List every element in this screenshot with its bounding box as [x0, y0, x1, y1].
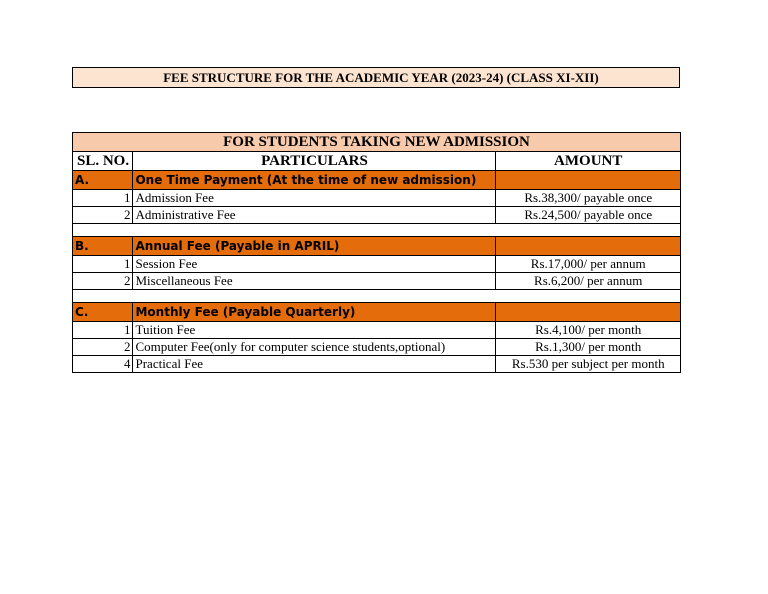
table-row [73, 339, 681, 356]
row-number: 2 [73, 339, 133, 356]
table-heading-row [73, 133, 681, 152]
table-row [73, 356, 681, 373]
row-particular: Computer Fee(only for computer science students,optional) [133, 339, 496, 356]
column-header-particulars: PARTICULARS [133, 152, 496, 171]
row-number: 4 [73, 356, 133, 373]
row-number: 1 [73, 322, 133, 339]
table-row [73, 256, 681, 273]
row-particular: Miscellaneous Fee [133, 273, 496, 290]
row-amount: Rs.4,100/ per month [496, 322, 681, 339]
row-number: 2 [73, 273, 133, 290]
table-heading: FOR STUDENTS TAKING NEW ADMISSION [73, 133, 681, 152]
row-number: 2 [73, 207, 133, 224]
section-row-a [73, 171, 681, 190]
spacer-cell [73, 224, 133, 237]
section-letter: B. [73, 237, 133, 256]
row-particular: Session Fee [133, 256, 496, 273]
section-row-c [73, 303, 681, 322]
column-header-amount: AMOUNT [496, 152, 681, 171]
row-particular: Admission Fee [133, 190, 496, 207]
spacer-cell [133, 224, 496, 237]
section-letter: C. [73, 303, 133, 322]
row-amount: Rs.38,300/ payable once [496, 190, 681, 207]
table-row [73, 207, 681, 224]
document-title: FEE STRUCTURE FOR THE ACADEMIC YEAR (2023-24) (CLASS XI-XII) [72, 67, 680, 88]
row-particular: Administrative Fee [133, 207, 496, 224]
row-amount: Rs.6,200/ per annum [496, 273, 681, 290]
spacer-cell [73, 290, 133, 303]
section-title: Monthly Fee (Payable Quarterly) [133, 303, 496, 322]
table-row [73, 190, 681, 207]
table-row [73, 322, 681, 339]
column-header-row [73, 152, 681, 171]
row-amount: Rs.1,300/ per month [496, 339, 681, 356]
row-amount: Rs.530 per subject per month [496, 356, 681, 373]
spacer-cell [133, 290, 496, 303]
section-title: One Time Payment (At the time of new admission) [133, 171, 496, 190]
row-particular: Tuition Fee [133, 322, 496, 339]
row-particular: Practical Fee [133, 356, 496, 373]
section-letter: A. [73, 171, 133, 190]
spacer-cell [496, 290, 681, 303]
section-amount-empty [496, 303, 681, 322]
row-amount: Rs.17,000/ per annum [496, 256, 681, 273]
section-row-b [73, 237, 681, 256]
table-row [73, 273, 681, 290]
spacer-row [73, 224, 681, 237]
row-number: 1 [73, 256, 133, 273]
spacer-cell [496, 224, 681, 237]
section-amount-empty [496, 237, 681, 256]
column-header-sl-no: SL. NO. [73, 152, 133, 171]
section-amount-empty [496, 171, 681, 190]
row-number: 1 [73, 190, 133, 207]
row-amount: Rs.24,500/ payable once [496, 207, 681, 224]
section-title: Annual Fee (Payable in APRIL) [133, 237, 496, 256]
spacer-row [73, 290, 681, 303]
fee-table [72, 132, 681, 373]
